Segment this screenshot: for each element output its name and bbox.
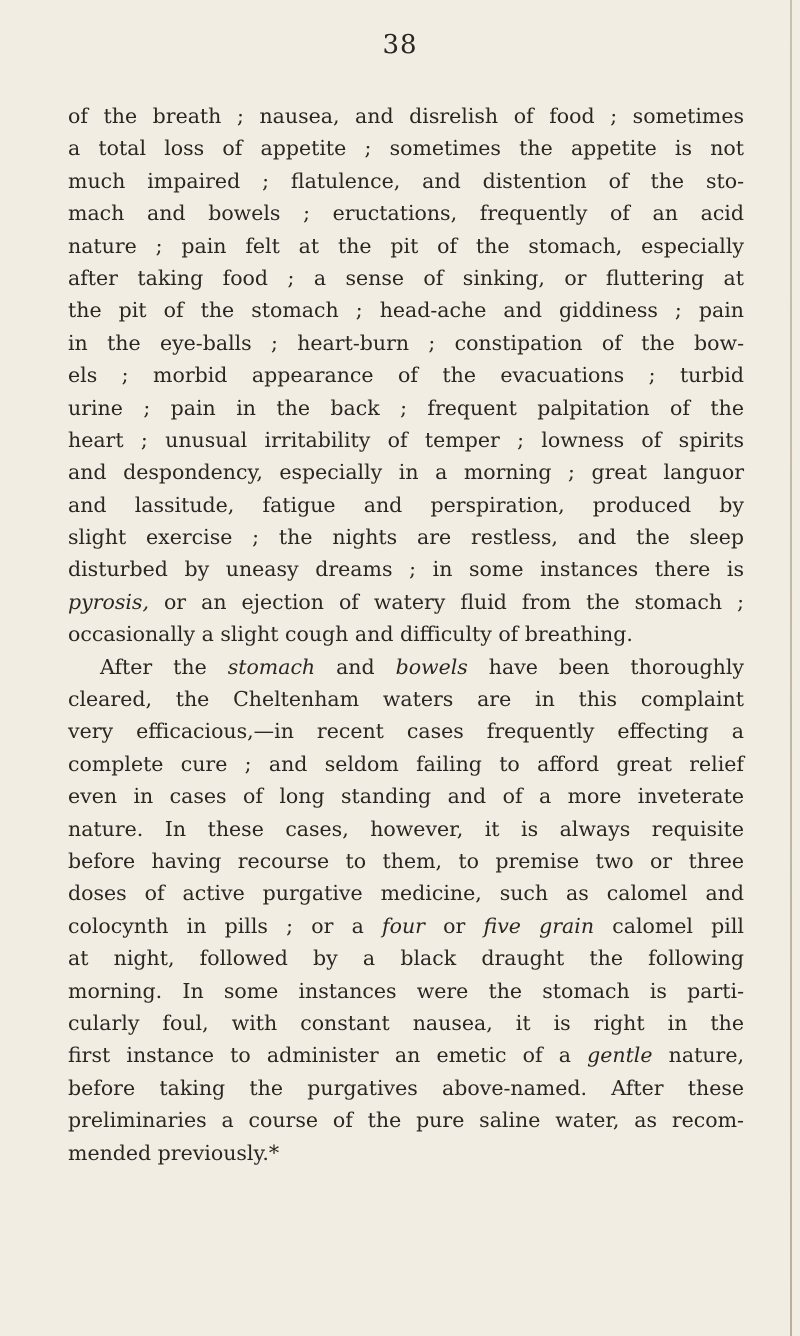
text-line: colocynth in pills ; or a four or five grain calomel pill [68,913,744,938]
text-line: after taking food ; a sense of sinking, or fluttering at [68,265,744,290]
text-line: nature. In these cases, however, it is always requisite [68,816,744,841]
text-line: a total loss of appetite ; sometimes the appetite is not [68,136,744,161]
page-number: 38 [382,30,418,60]
text-line: preliminaries a course of the pure saline water, as recom- [68,1108,744,1133]
text-line: and despondency, especially in a morning ; great languor [68,460,744,485]
italic-term: stomach [227,654,316,679]
page-edge [790,0,792,1336]
text-line: the pit of the stomach ; head-ache and giddiness ; pain [68,298,744,323]
text-line: first instance to administer an emetic of a gentle nature, [68,1043,744,1068]
text-line: cleared, the Cheltenham waters are in this complaint [68,687,744,712]
text-line: urine ; pain in the back ; frequent palpitation of the [68,395,744,420]
italic-term: four [382,913,425,938]
text-line: heart ; unusual irritability of temper ; lowness of spirits [68,427,744,452]
text-line: of the breath ; nausea, and disrelish of food ; sometimes [68,104,744,128]
text-line: at night, followed by a black draught the following [68,946,744,971]
text-line: before taking the purgatives above-named. After these [68,1075,744,1100]
italic-term: five grain [483,913,595,938]
text-line: before having recourse to them, to premise two or three [68,848,744,873]
text-line: After the stomach and bowels have been thoroughly [100,654,744,679]
text-line: complete cure ; and seldom failing to afford great relief [68,751,744,776]
text-line: doses of active purgative medicine, such as calomel and [68,881,744,906]
text-line: disturbed by uneasy dreams ; in some instances there is [68,557,744,582]
text-line: morning. In some instances were the stomach is parti- [68,978,744,1003]
italic-term: pyrosis, [68,589,149,614]
italic-term: bowels [395,654,468,679]
text-line: in the eye-balls ; heart-burn ; constipation of the bow- [68,330,744,355]
text-line: mended previously.* [68,1140,280,1165]
text-line: mach and bowels ; eructations, frequently of an acid [68,201,744,226]
text-line: even in cases of long standing and of a more inveterate [68,784,744,809]
text-line: cularly foul, with constant nausea, it is right in the [68,1010,744,1035]
text-line: slight exercise ; the nights are restless, and the sleep [68,525,744,550]
text-line: els ; morbid appearance of the evacuations ; turbid [68,363,744,388]
text-line: pyrosis, or an ejection of watery fluid from the stomach ; [68,589,744,614]
text-line: very efficacious,—in recent cases frequently effecting a [68,719,744,744]
italic-term: gentle [587,1043,653,1068]
text-line: nature ; pain felt at the pit of the stomach, especially [68,233,744,258]
body-text [68,100,744,1169]
text-line: and lassitude, fatigue and perspiration, produced by [68,492,744,517]
text-line: much impaired ; flatulence, and distention of the sto- [68,168,744,193]
text-line: occasionally a slight cough and difficulty of breathing. [68,622,633,647]
